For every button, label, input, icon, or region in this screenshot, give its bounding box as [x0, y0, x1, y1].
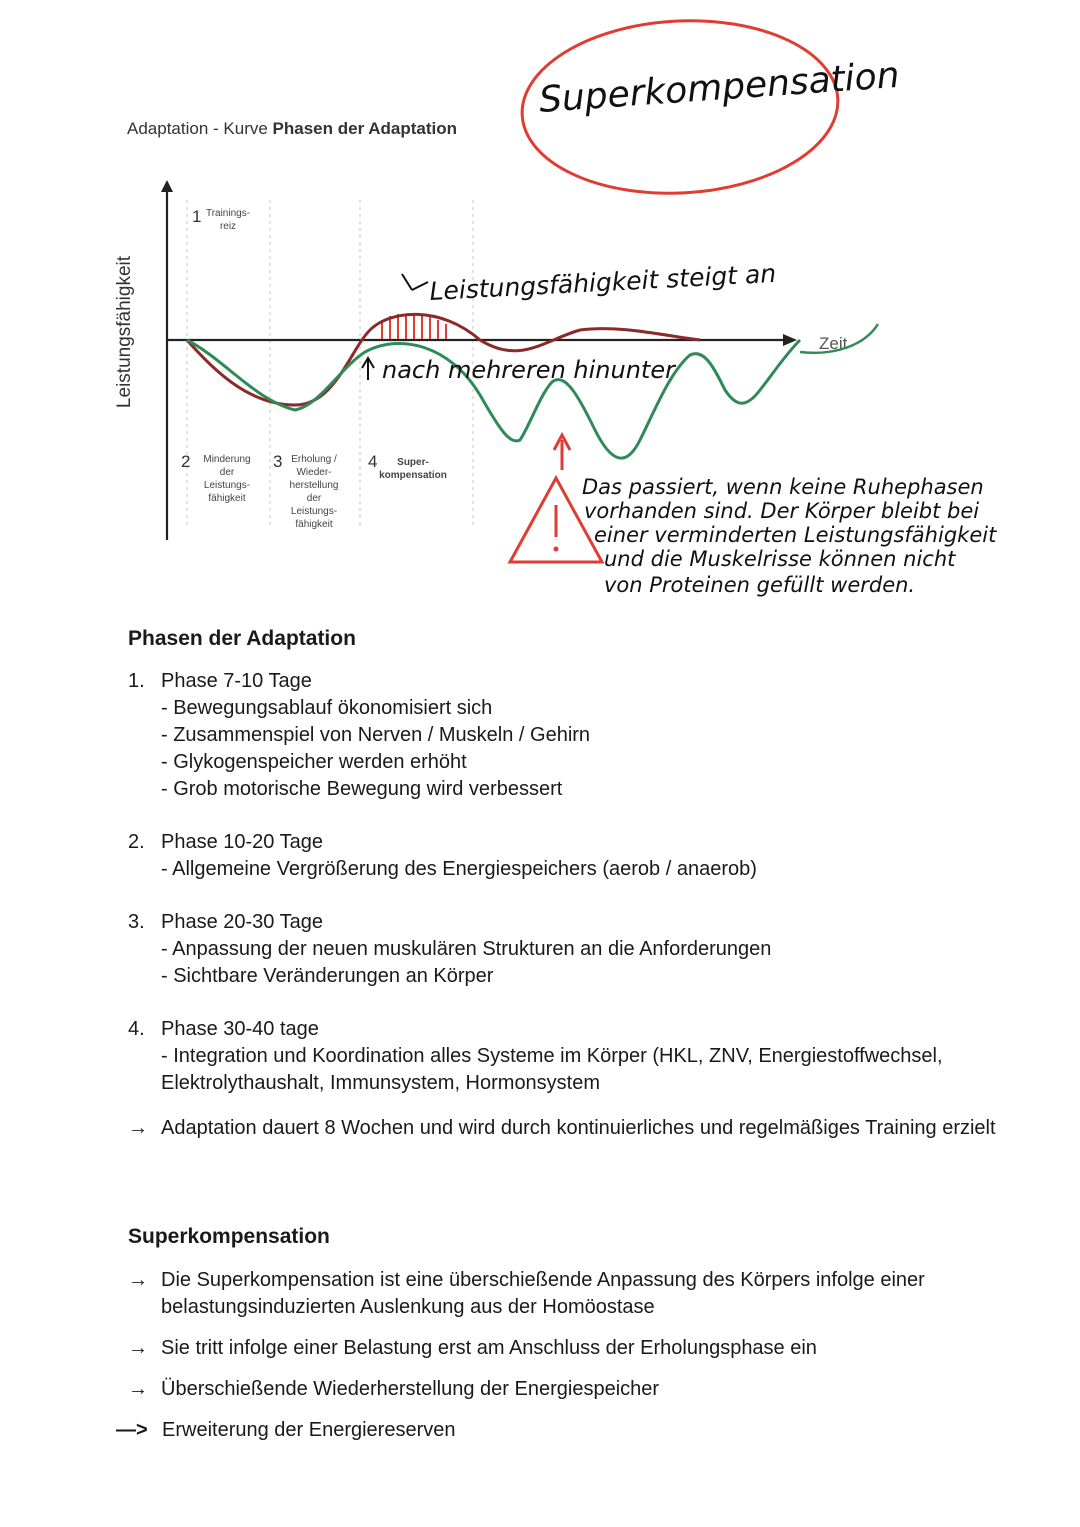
- phase-title: Phase 30-40 tage: [161, 1018, 319, 1040]
- dash-arrow-icon: —>: [116, 1419, 148, 1441]
- svg-text:Super-: Super-: [397, 457, 429, 468]
- phase-bullet: - Integration und Koordination alles Systeme im Körper (HKL, ZNV, Energiestoffwechsel, Elektrolythaushalt, Immunsystem, Hormonsystem: [161, 1045, 943, 1094]
- svg-text:4: 4: [368, 452, 378, 471]
- superkompensation-point-3: [128, 1376, 1061, 1403]
- svg-text:kompensation: kompensation: [379, 470, 447, 481]
- svg-text:herstellung: herstellung: [289, 480, 339, 491]
- phase-bullet: - Glykogenspeicher werden erhöht: [161, 751, 467, 773]
- phase-number: 1.: [128, 670, 145, 692]
- arrow-icon: →: [128, 1117, 148, 1139]
- svg-text:der: der: [219, 467, 235, 478]
- adaptation-conclusion: [128, 1115, 1061, 1142]
- svg-text:fähigkeit: fähigkeit: [208, 493, 246, 504]
- phase-number: 2.: [128, 831, 145, 853]
- x-axis-label: Zeit: [819, 334, 848, 353]
- arrow-icon: →: [128, 1337, 148, 1359]
- svg-text:einer verminderten Leistungsfä: einer verminderten Leistungsfähigkeit: [594, 523, 997, 547]
- svg-text:der: der: [306, 493, 322, 504]
- svg-text:reiz: reiz: [219, 221, 237, 232]
- point-text: Überschießende Wiederherstellung der Energiespeicher: [161, 1378, 660, 1400]
- phase-item-3: [128, 909, 1028, 990]
- svg-text:Wieder-: Wieder-: [296, 467, 332, 478]
- svg-text:fähigkeit: fähigkeit: [295, 519, 333, 530]
- phase-bullet: - Allgemeine Vergrößerung des Energiespeichers (aerob / anaerob): [161, 858, 757, 880]
- warning-note: [582, 475, 997, 597]
- svg-text:Erholung /: Erholung /: [291, 454, 337, 465]
- superkompensation-point-4: [116, 1417, 1062, 1444]
- y-axis-arrowhead: [161, 180, 173, 192]
- svg-text:Leistungs-: Leistungs-: [203, 480, 251, 491]
- phase-label-1: [192, 207, 250, 232]
- phase-item-2: [128, 829, 1028, 883]
- phase-title: Phase 10-20 Tage: [161, 831, 323, 853]
- svg-text:Leistungs-: Leistungs-: [290, 506, 338, 517]
- conclusion-text: Adaptation dauert 8 Wochen und wird durch kontinuierliches und regelmäßiges Training erzielt: [161, 1117, 996, 1139]
- after-note: nach mehreren hinunter: [382, 356, 675, 384]
- phase-bullet: - Anpassung der neuen muskulären Strukturen an die Anforderungen: [161, 938, 772, 960]
- phase-bullet: - Sichtbare Veränderungen an Körper: [161, 965, 494, 987]
- phase-title: Phase 7-10 Tage: [161, 670, 312, 692]
- svg-text:Trainings-: Trainings-: [205, 208, 251, 219]
- superkompensation-section-title: Superkompensation: [128, 1225, 330, 1248]
- y-axis-label: Leistungsfähigkeit: [114, 255, 135, 409]
- rise-note: Leistungsfähigkeit steigt an: [428, 258, 777, 306]
- svg-text:und die Muskelrisse können nic: und die Muskelrisse können nicht: [604, 547, 956, 571]
- superkompensation-point-2: [128, 1335, 1061, 1362]
- figure-title: Adaptation - Kurve Phasen der Adaptation: [127, 119, 458, 138]
- svg-text:2: 2: [181, 452, 191, 471]
- phase-list: [128, 668, 1028, 1123]
- phase-bullet: - Bewegungsablauf ökonomisiert sich: [161, 697, 493, 719]
- svg-text:3: 3: [273, 452, 283, 471]
- svg-text:von Proteinen gefüllt werden.: von Proteinen gefüllt werden.: [604, 573, 916, 597]
- warning-up-arrow: [554, 435, 570, 470]
- svg-text:Das passiert, wenn keine Ruhep: Das passiert, wenn keine Ruhephasen: [582, 475, 984, 499]
- superkompensation-point-1: [128, 1267, 1061, 1321]
- svg-text:1: 1: [192, 207, 202, 226]
- phase-label-3: [273, 452, 338, 530]
- phase-bullet: - Grob motorische Bewegung wird verbessert: [161, 778, 563, 800]
- phase-bullet: - Zusammenspiel von Nerven / Muskeln / Gehirn: [161, 724, 591, 746]
- phase-label-2: [181, 452, 251, 504]
- point-text: Sie tritt infolge einer Belastung erst am Anschluss der Erholungsphase ein: [161, 1337, 817, 1359]
- point-text: Die Superkompensation ist eine überschießende Anpassung des Körpers infolge einer belastungsinduzierten Auslenkung aus der Homöostase: [161, 1269, 925, 1318]
- phase-number: 4.: [128, 1018, 145, 1040]
- phase-number: 3.: [128, 911, 145, 933]
- after-note-arrow: [362, 358, 374, 380]
- superkompensation-handwritten-heading: Superkompensation: [537, 54, 901, 121]
- phase-label-4: [368, 452, 447, 481]
- arrow-icon: →: [128, 1269, 148, 1291]
- point-text: Erweiterung der Energiereserven: [162, 1419, 456, 1441]
- phase-item-4: [128, 1016, 1028, 1097]
- svg-text:Minderung: Minderung: [203, 454, 251, 465]
- warning-exclamation-dot: [554, 547, 559, 552]
- phase-title: Phase 20-30 Tage: [161, 911, 323, 933]
- adaptation-curve-figure: [0, 0, 1080, 610]
- phase-item-1: [128, 668, 1028, 803]
- phases-section-title: Phasen der Adaptation: [128, 627, 356, 650]
- rise-note-tick: [402, 274, 428, 290]
- svg-text:vorhanden sind. Der Körper ble: vorhanden sind. Der Körper bleibt bei: [584, 499, 980, 523]
- arrow-icon: →: [128, 1378, 148, 1400]
